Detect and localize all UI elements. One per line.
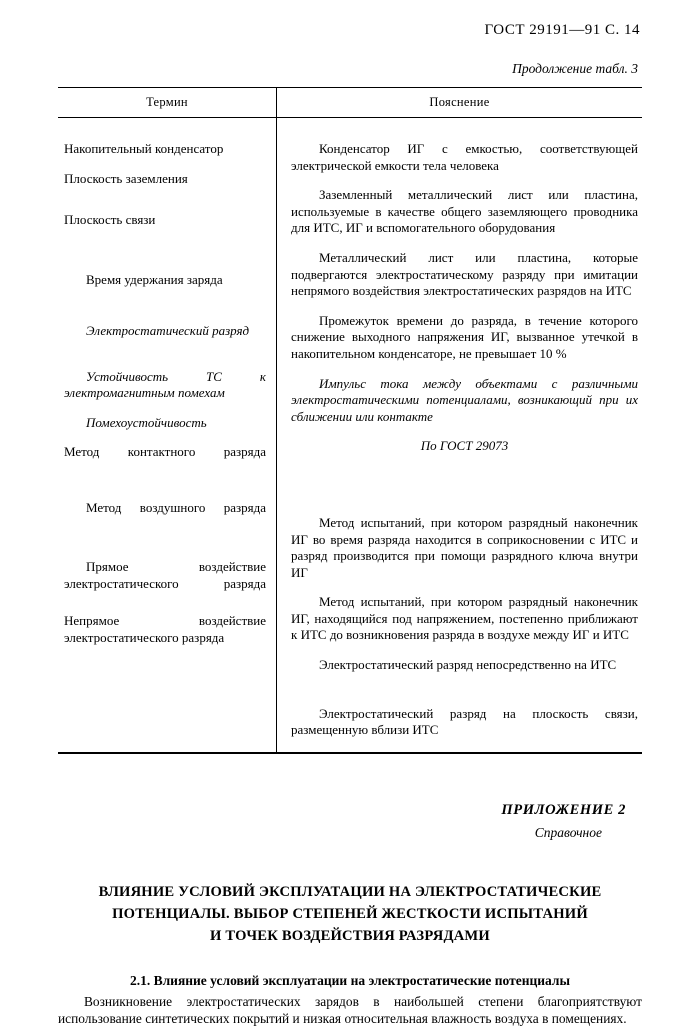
terms-column bbox=[58, 118, 277, 753]
term-label: Устойчивость ТС к электромагнитным помехам bbox=[64, 368, 266, 400]
term-label: Время удержания заряда bbox=[86, 271, 223, 287]
section-paragraph: Возникновение электростатических зарядов в наибольшей степени благоприятствуют использование синтетических покрытий и низкая относительная влажность воздуха в помещениях. bbox=[58, 993, 642, 1026]
explanation-text: Метод испытаний, при котором разрядный наконечник ИГ, находящийся под напряжением, постепенно приближают к ИТС до возникновения разряда в воздухе между ИГ и ИТС bbox=[291, 594, 638, 643]
table-body-row bbox=[58, 118, 642, 753]
term-label: Плоскость связи bbox=[64, 212, 156, 227]
term-label: Прямое воздействие электростатического разряда bbox=[64, 559, 266, 591]
explanation-text: Электростатический разряд непосредственно на ИТС bbox=[319, 657, 617, 673]
table-continued-label: Продолжение табл. 3 bbox=[512, 61, 638, 76]
explanation-text: Конденсатор ИГ с емкостью, соответствующей электрической емкости тела человека bbox=[291, 141, 638, 173]
explanation-text: По ГОСТ 29073 bbox=[420, 438, 509, 454]
table-header-term: Термин bbox=[58, 88, 277, 118]
section-number: 2.1. bbox=[129, 972, 151, 988]
appendix-title-line-3: И ТОЧЕК ВОЗДЕЙСТВИЯ РАЗРЯДАМИ bbox=[210, 927, 490, 944]
section-heading-text: Влияние условий эксплуатации на электростатические потенциалы bbox=[153, 972, 571, 988]
appendix-block bbox=[58, 802, 642, 841]
appendix-title-line-2: ПОТЕНЦИАЛЫ. ВЫБОР СТЕПЕНЕЙ ЖЕСТКОСТИ ИСПЫТАНИЙ bbox=[112, 905, 588, 922]
terms-table bbox=[58, 87, 642, 754]
section-heading bbox=[58, 973, 642, 989]
term-label: Метод контактного разряда bbox=[64, 444, 266, 459]
appendix-title bbox=[58, 881, 642, 947]
term-label: Помехоустойчивость bbox=[86, 414, 207, 430]
appendix-title-line-1: ВЛИЯНИЕ УСЛОВИЙ ЭКСПЛУАТАЦИИ НА ЭЛЕКТРОСТАТИЧЕСКИЕ bbox=[98, 883, 602, 900]
appendix-kind: Справочное bbox=[534, 824, 602, 840]
table-header-explanation: Пояснение bbox=[277, 88, 643, 118]
explanation-text: Электростатический разряд на плоскость связи, размещенную вблизи ИТС bbox=[291, 705, 638, 738]
section-2-1 bbox=[58, 973, 642, 1027]
page-header-standard: ГОСТ 29191—91 С. 14 bbox=[484, 22, 640, 38]
explanation-text: Промежуток времени до разряда, в течение которого снижение выходного напряжения ИГ, вызванное утечкой в накопительном конденсаторе, не превышает 10 % bbox=[291, 312, 638, 361]
term-label: Накопительный конденсатор bbox=[64, 141, 224, 156]
appendix-number: ПРИЛОЖЕНИЕ 2 bbox=[501, 801, 626, 818]
document-page bbox=[0, 22, 700, 1026]
term-label: Непрямое воздействие электростатического разряда bbox=[64, 613, 266, 645]
explanation-text: Метод испытаний, при котором разрядный наконечник ИГ во время разряда находится в соприкосновении с ИТС и разряд производится при помощи разрядного ключа внутри ИГ bbox=[291, 514, 638, 580]
term-label: Метод воздушного разряда bbox=[86, 499, 266, 515]
explanation-text: Металлический лист или пластина, которые подвергаются электростатическому разряду при имитации непрямого воздействия электростатических разрядов на ИТС bbox=[291, 249, 638, 299]
explanation-text: Импульс тока между объектами с различными электростатическими потенциалами, возникающий при их сближении или контакте bbox=[291, 375, 638, 424]
term-label: Электростатический разряд bbox=[86, 323, 250, 338]
term-label: Плоскость заземления bbox=[64, 170, 188, 186]
explanation-text: Заземленный металлический лист или пластина, используемые в качестве общего заземляющего проводника для ИТС, ИГ и вспомогательного оборудования bbox=[291, 187, 638, 236]
table-header-row bbox=[58, 88, 642, 118]
explanations-column bbox=[277, 118, 643, 753]
